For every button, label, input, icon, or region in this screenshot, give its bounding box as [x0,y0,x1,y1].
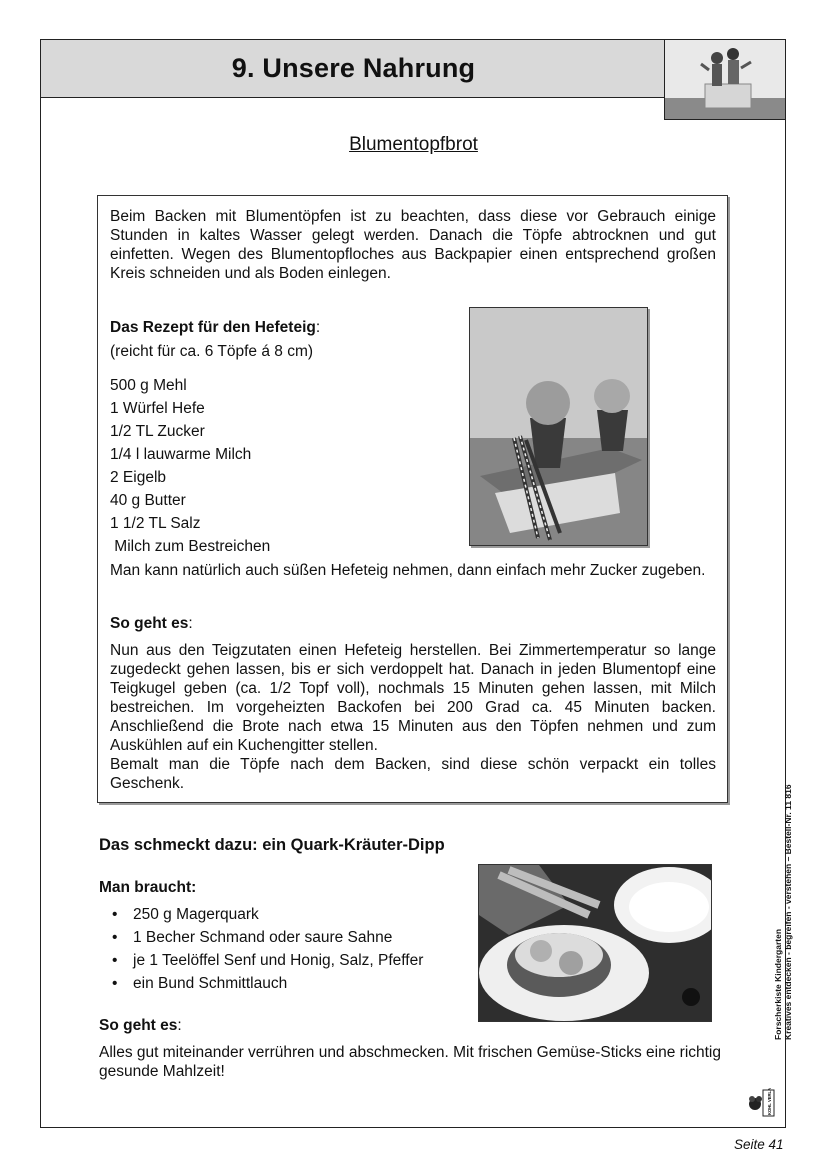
ingredient-item: Milch zum Bestreichen [110,538,271,555]
howto-heading-colon: : [188,615,193,632]
intro-paragraph: Beim Backen mit Blumentöpfen ist zu beachten, dass diese vor Gebrauch einige Stunden in kaltes Wasser gelegt werden. Danach die Töpfe abtrocknen und gut einfetten. Wegen des Blumentopfloches aus Backpapier einen entsprechend großen Kreis schneiden und als Boden einlegen. [110,208,716,282]
howto-tip: Bemalt man die Töpfe nach dem Backen, sind diese schön verpackt ein tolles Geschenk. [110,756,716,792]
ingredient-item: 2 Eigelb [110,469,167,486]
header-photo-children [664,39,786,120]
list-item-text: 1 Becher Schmand oder saure Sahne [133,929,393,946]
howto-steps: Nun aus den Teigzutaten einen Hefeteig herstellen. Bei Zimmertemperatur so lange zugedeckt gehen lassen, bis er sich verdoppelt hat. Danach in jeden Blumentopf eine Teigkugel geben (ca. 1/2 Topf voll), nochmals 15 Minuten gehen lassen, mit Milch bestreichen. Im vorgeheizten Backofen bei 200 Grad ca. 45 Minuten backen. Anschließend die Brote nach etwa 15 Minuten aus den Töpfen nehmen und zum Auskühlen auf ein Kuchengitter stellen. [110,642,716,754]
dip-title: Das schmeckt dazu: ein Quark-Kräuter-Dipp [99,836,445,854]
ingredient-item: 40 g Butter [110,492,186,509]
bullet-icon: • [112,906,118,923]
recipe-heading [110,318,320,337]
publisher-side-strip [773,784,793,1040]
list-item [112,928,423,951]
chapter-title: 9. Unsere Nahrung [231,53,476,83]
list-item-text: je 1 Teelöffel Senf und Honig, Salz, Pfeffer [133,952,424,969]
recipe-title-row [0,134,827,156]
list-item-text: 250 g Magerquark [133,906,259,923]
howto-heading-text: So geht es [110,615,189,632]
svg-text:KOHL VERLAG: KOHL VERLAG [767,1088,772,1115]
flowerpot-bread-photo [469,307,648,546]
sweet-dough-note: Man kann natürlich auch süßen Hefeteig nehmen, dann einfach mehr Zucker zugeben. [110,562,706,579]
bullet-icon: • [112,975,118,992]
dip-howto-heading-text: So geht es [99,1017,178,1034]
dip-howto-heading [99,1016,182,1035]
ingredient-item: 500 g Mehl [110,377,187,394]
recipe-title: Blumentopfbrot [349,134,478,155]
list-item [112,974,423,997]
series-title: Forscherkiste Kindergarten [773,928,783,1040]
publisher-logo [746,1088,776,1118]
howto-heading [110,614,193,633]
dip-howto-heading-colon: : [177,1017,182,1034]
list-item [112,951,423,974]
bullet-icon: • [112,929,118,946]
dip-ingredient-list [112,905,423,997]
ingredient-list [110,376,270,560]
series-subtitle-order-number: Kreatives entdecken - begreifen - verstehen – Bestell-Nr. 11 816 [783,784,793,1040]
page-number: Seite 41 [734,1137,784,1152]
ingredient-item: 1/4 l lauwarme Milch [110,446,252,463]
ingredients-heading: Man braucht: [99,879,197,896]
quark-dip-photo [478,864,712,1022]
dip-howto-paragraph: Alles gut miteinander verrühren und abschmecken. Mit frischen Gemüse-Sticks eine richtig gesunde Mahlzeit! [99,1044,721,1080]
recipe-heading-text: Das Rezept für den Hefeteig [110,319,316,336]
bullet-icon: • [112,952,118,969]
ingredient-item: 1 1/2 TL Salz [110,515,201,532]
chapter-header [40,39,666,98]
list-item [112,905,423,928]
ingredient-item: 1 Würfel Hefe [110,400,205,417]
ingredient-item: 1/2 TL Zucker [110,423,205,440]
recipe-yield: (reicht für ca. 6 Töpfe á 8 cm) [110,343,314,360]
recipe-heading-colon: : [315,319,321,336]
list-item-text: ein Bund Schmittlauch [133,975,288,992]
howto-paragraph [110,641,716,793]
